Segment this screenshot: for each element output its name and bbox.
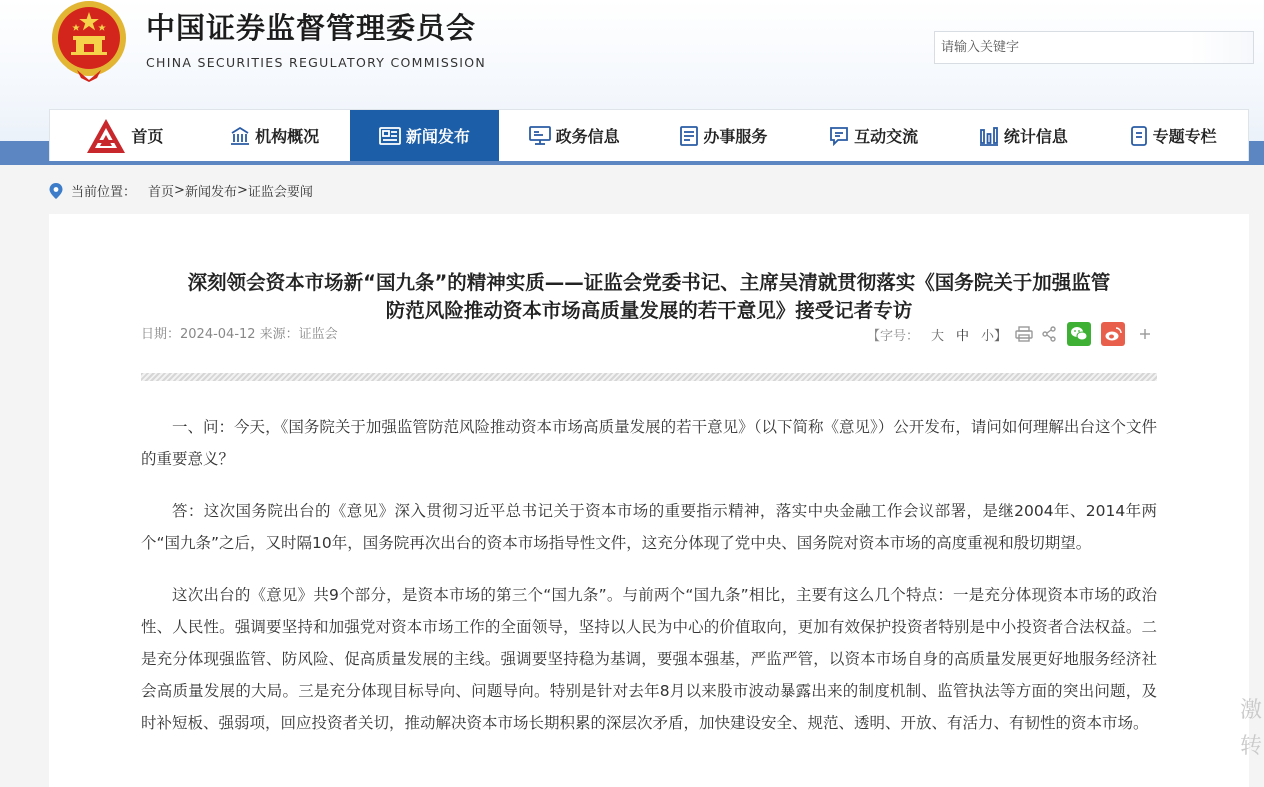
- nav-item-government-info[interactable]: [499, 110, 649, 161]
- bar-chart-icon: [979, 126, 999, 146]
- site-title: 中国证券监督管理委员会: [146, 11, 477, 45]
- share-icon[interactable]: [1041, 326, 1057, 342]
- side-watermark: [1240, 693, 1262, 765]
- nav-label-special-topics: 专题专栏: [1152, 127, 1217, 146]
- breadcrumb-news[interactable]: 新闻发布: [184, 185, 237, 200]
- breadcrumb-home[interactable]: 首页: [148, 185, 175, 200]
- nav-label-services: 办事服务: [703, 127, 768, 146]
- weibo-share-icon[interactable]: [1101, 322, 1125, 346]
- chat-icon: [829, 126, 849, 146]
- nav-label-home: 首页: [131, 127, 164, 146]
- watermark-line2: 转: [1240, 734, 1263, 759]
- article-tools: [867, 321, 1151, 347]
- nav-item-statistics[interactable]: [949, 110, 1099, 161]
- nav-item-special-topics[interactable]: [1098, 110, 1248, 161]
- nav-item-institution[interactable]: [200, 110, 350, 161]
- article-title-line2: 防范风险推动资本市场高质量发展的若干意见》接受记者专访: [385, 299, 913, 322]
- home-logo-icon: [86, 118, 126, 154]
- breadcrumb: [49, 181, 313, 200]
- nav-item-news[interactable]: [350, 110, 500, 161]
- font-size-label: 【字号：: [867, 328, 920, 344]
- article-body: [141, 411, 1157, 759]
- print-icon[interactable]: [1015, 326, 1033, 342]
- article-paragraph: 这次出台的《意见》共9个部分，是资本市场的第三个“国九条”。与前两个“国九条”相比，主要有这么几个特点：一是充分体现资本市场的政治性、人民性。强调要坚持和加强党对资本市场工作的全面领导，坚持以人民为中心的价值取向，更加有效保护投资者特别是中小投资者合法权益。二是充分体现强监管、防风险、促高质量发展的主线。强调要坚持稳为基调，要强本强基，严监严管，以资本市场自身的高质量发展更好地服务经济社会高质量发展的大局。三是充分体现目标导向、问题导向。特别是针对去年8月以来股市波动暴露出来的制度机制、监管执法等方面的突出问题，及时补短板、强弱项，回应投资者关切，推动解决资本市场长期积累的深层次矛盾，加快建设安全、规范、透明、开放、有活力、有韧性的资本市场。: [141, 586, 1157, 732]
- font-size-small[interactable]: 小】: [981, 328, 1008, 344]
- nav-label-institution: 机构概况: [255, 127, 320, 146]
- notebook-icon: [1130, 126, 1148, 146]
- nav-label-interaction: 互动交流: [854, 127, 919, 146]
- breadcrumb-separator: >: [236, 183, 248, 198]
- search-input[interactable]: [935, 32, 1247, 63]
- location-pin-icon: [49, 183, 63, 199]
- nav-item-home[interactable]: [50, 110, 200, 161]
- article-container: [49, 214, 1249, 787]
- nav-item-services[interactable]: [649, 110, 799, 161]
- national-emblem-logo[interactable]: [49, 0, 129, 82]
- article-meta: 日期：2024-04-12 来源：证监会: [141, 327, 338, 342]
- search-box: [934, 31, 1254, 64]
- title-divider: [141, 373, 1157, 381]
- watermark-line1: 激: [1240, 698, 1263, 723]
- document-list-icon: [680, 126, 698, 146]
- article-title-line1: 深刻领会资本市场新“国九条”的精神实质——证监会党委书记、主席吴清就贯彻落实《国务院关于加强监管: [187, 271, 1111, 294]
- nav-label-news: 新闻发布: [405, 127, 470, 146]
- newspaper-icon: [379, 127, 401, 145]
- site-subtitle: CHINA SECURITIES REGULATORY COMMISSION: [146, 55, 487, 70]
- font-size-large[interactable]: 大: [931, 328, 945, 344]
- nav-item-interaction[interactable]: [799, 110, 949, 161]
- nav-label-statistics: 统计信息: [1003, 127, 1068, 146]
- main-nav: [49, 109, 1249, 161]
- article-paragraph: 一、问：今天，《国务院关于加强监管防范风险推动资本市场高质量发展的若干意见》（以下简称《意见》）公开发布，请问如何理解出台这个文件的重要意义？: [141, 418, 1157, 468]
- breadcrumb-label: 当前位置：: [71, 185, 137, 200]
- monitor-icon: [529, 126, 551, 146]
- more-plus-icon[interactable]: [1139, 328, 1151, 340]
- article-paragraph: 答：这次国务院出台的《意见》深入贯彻习近平总书记关于资本市场的重要指示精神，落实中央金融工作会议部署，是继2004年、2014年两个“国九条”之后，又时隔10年，国务院再次出台的资本市场指导性文件，这充分体现了党中央、国务院对资本市场的高度重视和殷切期望。: [141, 502, 1157, 552]
- breadcrumb-current[interactable]: 证监会要闻: [247, 185, 313, 200]
- wechat-share-icon[interactable]: [1067, 322, 1091, 346]
- breadcrumb-separator: >: [174, 183, 185, 198]
- font-size-medium[interactable]: 中: [956, 328, 970, 344]
- article-title: [141, 269, 1157, 325]
- building-icon: [230, 126, 250, 146]
- nav-label-government-info: 政务信息: [555, 127, 620, 146]
